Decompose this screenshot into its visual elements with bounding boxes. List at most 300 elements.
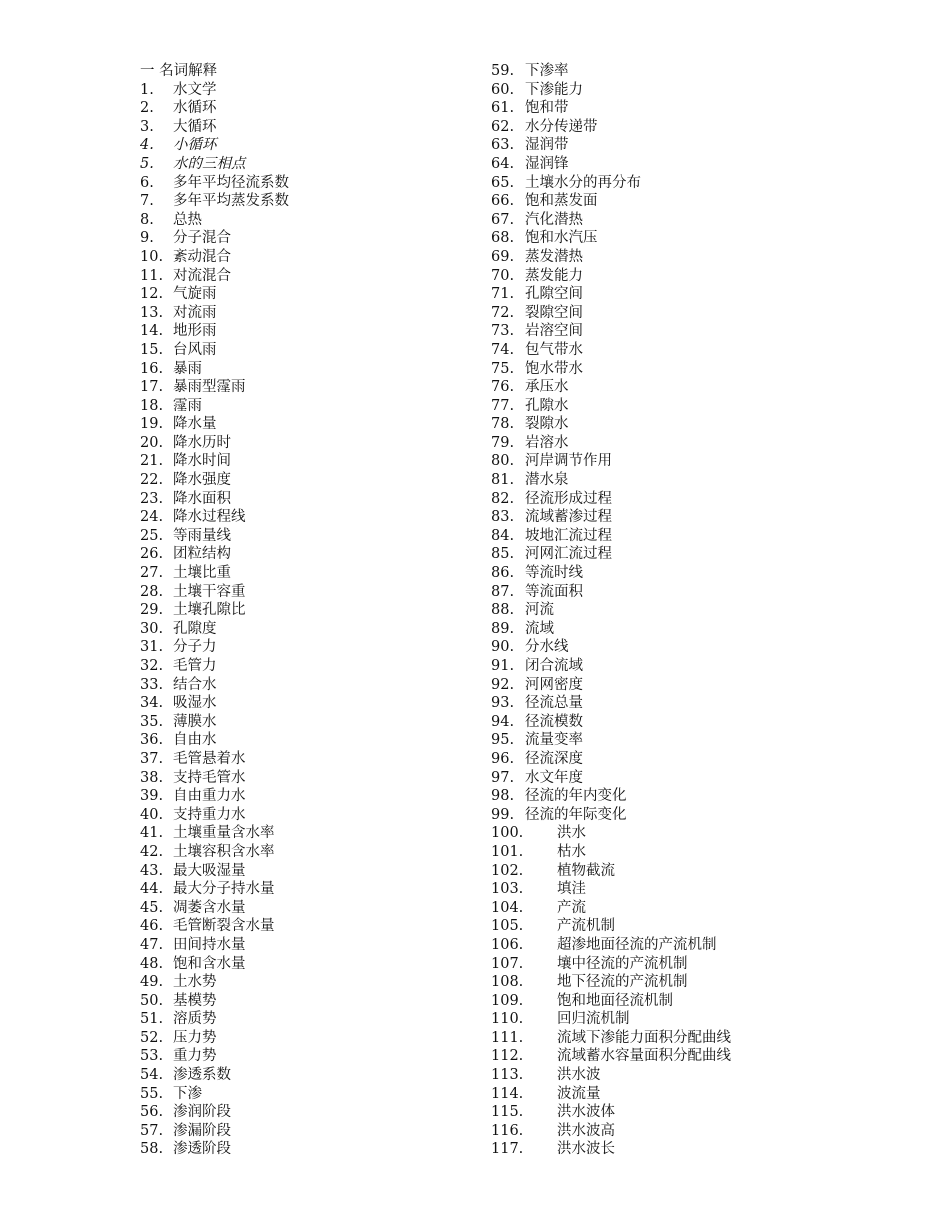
term-list-item [140,1047,470,1066]
term-list-item [491,899,921,918]
item-number: 49. [140,974,164,991]
term-list-item [140,769,470,788]
item-number: 35. [140,713,164,730]
item-term: 等流时线 [525,565,583,582]
term-list-item [491,322,921,341]
term-list-item [140,973,470,992]
term-list-item [140,490,470,509]
term-list-item [491,155,921,174]
term-list-item [140,601,470,620]
item-term: 对流雨 [173,304,217,321]
item-term: 饱水带水 [525,360,583,377]
term-list-item [491,99,921,118]
item-term: 下渗能力 [525,81,583,98]
item-number: 11. [140,267,164,284]
item-term: 河流 [525,602,554,619]
item-number: 39. [140,788,164,805]
item-term: 小循环 [173,137,217,154]
item-term: 最大吸湿量 [173,862,246,879]
item-number: 61. [491,100,515,117]
term-list-item [491,434,921,453]
item-term: 毛管悬着水 [173,750,246,767]
item-term: 径流模数 [525,713,583,730]
item-term: 渗漏阶段 [173,1122,231,1139]
item-term: 自由重力水 [173,788,246,805]
term-list-item [491,229,921,248]
item-number: 80. [491,453,515,470]
item-number: 102. [491,862,524,879]
term-list-item [491,564,921,583]
right-term-list [491,62,921,1159]
term-list-item [140,1085,470,1104]
item-term: 对流混合 [173,267,231,284]
term-list-item [491,1122,921,1141]
item-number: 104. [491,899,524,916]
item-number: 86. [491,565,515,582]
item-number: 90. [491,639,515,656]
item-term: 吸湿水 [173,695,217,712]
term-list-item [140,620,470,639]
term-list-item [491,676,921,695]
item-term: 河网汇流过程 [525,546,612,563]
term-list-item [140,471,470,490]
term-list-item [491,843,921,862]
term-list-item [140,118,470,137]
section-heading [140,62,470,81]
item-term: 土壤比重 [173,565,231,582]
item-term: 径流深度 [525,750,583,767]
item-number: 83. [491,509,515,526]
item-number: 8. [140,211,154,228]
item-term: 孔隙空间 [525,286,583,303]
term-list-item [491,378,921,397]
item-term: 流域 [525,620,554,637]
item-term: 土水势 [173,974,217,991]
item-term: 暴雨 [173,360,202,377]
term-list-item [491,787,921,806]
item-number: 106. [491,936,524,953]
item-term: 水文年度 [525,769,583,786]
item-term: 等流面积 [525,583,583,600]
item-number: 111. [491,1029,524,1046]
term-list-item [140,731,470,750]
item-term: 坡地汇流过程 [525,527,612,544]
item-term: 霪雨 [173,397,202,414]
item-number: 116. [491,1122,524,1139]
term-list-item [140,824,470,843]
item-number: 87. [491,583,515,600]
item-term: 岩溶空间 [525,323,583,340]
item-number: 67. [491,211,515,228]
item-number: 68. [491,230,515,247]
item-number: 59. [491,63,515,79]
term-list-item [491,750,921,769]
item-term: 洪水波体 [557,1104,615,1121]
term-list-item [140,81,470,100]
item-number: 23. [140,490,164,507]
term-list-item [140,880,470,899]
item-number: 21. [140,453,164,470]
item-term: 降水时间 [173,453,231,470]
term-list-item [491,583,921,602]
item-term: 裂隙空间 [525,304,583,321]
item-number: 17. [140,379,164,396]
term-list-item [140,285,470,304]
item-term: 流量变率 [525,732,583,749]
item-number: 6. [140,174,154,191]
section-heading-text: 一 名词解释 [140,63,218,79]
item-term: 多年平均蒸发系数 [173,193,289,210]
item-term: 渗透系数 [173,1067,231,1084]
item-term: 凋萎含水量 [173,899,246,916]
item-term: 总热 [173,211,202,228]
item-number: 41. [140,825,164,842]
item-term: 饱和带 [525,100,569,117]
item-term: 包气带水 [525,341,583,358]
term-list-item [140,155,470,174]
term-list-item [140,174,470,193]
item-number: 13. [140,304,164,321]
term-list-item [140,434,470,453]
item-number: 72. [491,304,515,321]
item-term: 蒸发能力 [525,267,583,284]
item-number: 94. [491,713,515,730]
term-list-item [140,360,470,379]
item-term: 结合水 [173,676,217,693]
item-number: 84. [491,527,515,544]
item-term: 多年平均径流系数 [173,174,289,191]
item-number: 62. [491,118,515,135]
item-number: 47. [140,936,164,953]
item-term: 产流机制 [557,918,615,935]
item-number: 70. [491,267,515,284]
term-list-item [491,824,921,843]
item-number: 38. [140,769,164,786]
term-list-item [491,1047,921,1066]
item-term: 径流总量 [525,695,583,712]
term-list-item [491,341,921,360]
item-term: 降水强度 [173,472,231,489]
term-list-item [140,657,470,676]
term-list-item [140,713,470,732]
item-term: 大循环 [173,118,217,135]
item-number: 5. [140,155,154,172]
term-list-item [140,322,470,341]
term-list-item [491,731,921,750]
term-list-item [491,806,921,825]
item-term: 薄膜水 [173,713,217,730]
item-term: 土壤水分的再分布 [525,174,641,191]
term-list-item [140,676,470,695]
item-term: 降水历时 [173,434,231,451]
term-list-item [491,508,921,527]
item-term: 土壤干容重 [173,583,246,600]
item-number: 37. [140,750,164,767]
item-number: 55. [140,1085,164,1102]
item-term: 毛管断裂含水量 [173,918,275,935]
term-list-item [491,917,921,936]
item-term: 水分传递带 [525,118,598,135]
term-list-item [140,843,470,862]
item-term: 下渗率 [525,63,569,79]
item-number: 12. [140,286,164,303]
term-list-item [140,545,470,564]
item-term: 等雨量线 [173,527,231,544]
item-term: 毛管力 [173,658,217,674]
term-list-item [491,452,921,471]
item-number: 64. [491,155,515,172]
term-list-item [491,880,921,899]
item-term: 壤中径流的产流机制 [557,955,688,972]
item-term: 支持毛管水 [173,769,246,786]
item-number: 45. [140,899,164,916]
item-term: 河网密度 [525,676,583,693]
item-term: 地形雨 [173,323,217,340]
item-number: 40. [140,806,164,823]
term-list-item [140,304,470,323]
item-term: 洪水波 [557,1067,601,1084]
item-term: 下渗 [173,1085,202,1102]
item-number: 51. [140,1011,164,1028]
item-term: 流域蓄水容量面积分配曲线 [557,1048,731,1065]
term-list-item [491,248,921,267]
item-number: 88. [491,602,515,619]
term-list-item [491,955,921,974]
item-term: 分子力 [173,639,217,656]
term-list-item [491,1066,921,1085]
item-number: 63. [491,137,515,154]
term-list-item [140,955,470,974]
item-term: 超渗地面径流的产流机制 [557,936,717,953]
item-number: 101. [491,843,524,860]
item-number: 34. [140,695,164,712]
item-term: 重力势 [173,1048,217,1065]
item-term: 湿润带 [525,137,569,154]
item-number: 24. [140,509,164,526]
item-term: 土壤孔隙比 [173,602,246,619]
item-number: 93. [491,695,515,712]
term-list-item [491,118,921,137]
item-number: 2. [140,100,154,117]
item-term: 回归流机制 [557,1011,630,1028]
item-number: 14. [140,323,164,340]
item-number: 115. [491,1104,524,1121]
item-number: 15. [140,341,164,358]
item-term: 蒸发潜热 [525,248,583,265]
item-term: 紊动混合 [173,248,231,265]
term-list-item [140,1140,470,1159]
left-term-list [140,81,470,1159]
item-number: 75. [491,360,515,377]
term-list-item [140,936,470,955]
item-number: 77. [491,397,515,414]
term-list-item [491,862,921,881]
item-number: 42. [140,843,164,860]
item-number: 105. [491,918,524,935]
item-term: 渗透阶段 [173,1141,231,1158]
item-number: 20. [140,434,164,451]
item-number: 33. [140,676,164,693]
term-list-item [140,992,470,1011]
item-term: 湿润锋 [525,155,569,172]
term-list-item [140,564,470,583]
item-term: 孔隙度 [173,620,217,637]
term-list-item [140,1066,470,1085]
item-number: 69. [491,248,515,265]
item-number: 19. [140,416,164,433]
item-term: 孔隙水 [525,397,569,414]
item-number: 112. [491,1048,524,1065]
term-list-item [140,917,470,936]
term-list-item [491,471,921,490]
item-number: 78. [491,416,515,433]
term-list-item [140,229,470,248]
term-list-item [491,527,921,546]
term-list-item [491,694,921,713]
item-number: 95. [491,732,515,749]
term-list-item [140,862,470,881]
item-number: 7. [140,193,154,210]
item-term: 土壤容积含水率 [173,843,275,860]
term-list-item [491,136,921,155]
item-term: 流域蓄渗过程 [525,509,612,526]
term-list-item [491,1103,921,1122]
item-term: 田间持水量 [173,936,246,953]
item-number: 108. [491,974,524,991]
item-term: 填洼 [557,881,586,898]
item-term: 洪水 [557,825,586,842]
term-list-item [491,1029,921,1048]
term-list-item [140,806,470,825]
term-list-item [491,285,921,304]
item-term: 产流 [557,899,586,916]
term-list-item [491,174,921,193]
item-term: 溶质势 [173,1011,217,1028]
item-number: 100. [491,825,524,842]
item-term: 饱和地面径流机制 [557,992,673,1009]
item-term: 气旋雨 [173,286,217,303]
item-term: 自由水 [173,732,217,749]
item-term: 径流的年际变化 [525,806,627,823]
item-term: 分子混合 [173,230,231,247]
term-list-item [491,490,921,509]
term-list-item [140,638,470,657]
term-list-item [491,192,921,211]
term-list-item [491,1010,921,1029]
item-number: 79. [491,434,515,451]
term-list-item [491,397,921,416]
term-list-item [140,583,470,602]
term-list-item [140,211,470,230]
item-term: 波流量 [557,1085,601,1102]
item-number: 54. [140,1067,164,1084]
term-list-item [140,1029,470,1048]
term-list-item [140,99,470,118]
item-number: 26. [140,546,164,563]
term-list-item [140,136,470,155]
item-number: 58. [140,1141,164,1158]
term-list-item [140,192,470,211]
term-list-item [140,341,470,360]
item-number: 117. [491,1141,524,1158]
item-number: 74. [491,341,515,358]
item-number: 71. [491,286,515,303]
term-list-item [140,452,470,471]
item-term: 基模势 [173,992,217,1009]
term-list-item [491,992,921,1011]
item-term: 河岸调节作用 [525,453,612,470]
term-list-item [491,360,921,379]
term-list-item [491,304,921,323]
term-list-item [491,713,921,732]
item-term: 支持重力水 [173,806,246,823]
item-number: 76. [491,379,515,396]
term-list-item [491,81,921,100]
item-number: 36. [140,732,164,749]
term-list-item [140,750,470,769]
item-number: 27. [140,565,164,582]
item-term: 降水量 [173,416,217,433]
item-term: 饱和水汽压 [525,230,598,247]
item-number: 97. [491,769,515,786]
item-term: 闭合流域 [525,658,583,674]
term-list-item [491,267,921,286]
item-term: 岩溶水 [525,434,569,451]
item-number: 57. [140,1122,164,1139]
item-term: 暴雨型霪雨 [173,379,246,396]
item-term: 最大分子持水量 [173,881,275,898]
item-term: 土壤重量含水率 [173,825,275,842]
item-term: 团粒结构 [173,546,231,563]
item-number: 10. [140,248,164,265]
item-term: 植物截流 [557,862,615,879]
item-term: 水文学 [173,81,217,98]
item-number: 44. [140,881,164,898]
item-number: 53. [140,1048,164,1065]
item-term: 饱和含水量 [173,955,246,972]
term-list-item [491,973,921,992]
item-term: 承压水 [525,379,569,396]
term-list-item [491,936,921,955]
term-list-item [140,397,470,416]
item-number: 16. [140,360,164,377]
item-number: 18. [140,397,164,414]
item-number: 31. [140,639,164,656]
term-list-item [140,248,470,267]
item-number: 30. [140,620,164,637]
item-number: 73. [491,323,515,340]
term-list-item [140,1010,470,1029]
item-term: 降水过程线 [173,509,246,526]
term-list-item [140,899,470,918]
term-list-item [491,211,921,230]
item-number: 81. [491,472,515,489]
term-list-item [140,415,470,434]
item-term: 台风雨 [173,341,217,358]
item-number: 113. [491,1067,524,1084]
term-list-item [140,508,470,527]
item-number: 46. [140,918,164,935]
term-list-item [140,267,470,286]
item-number: 96. [491,750,515,767]
term-list-item [491,638,921,657]
item-number: 110. [491,1011,524,1028]
item-number: 48. [140,955,164,972]
item-number: 43. [140,862,164,879]
term-list-item [140,527,470,546]
item-term: 水的三相点 [173,155,246,172]
term-list-item [140,1122,470,1141]
